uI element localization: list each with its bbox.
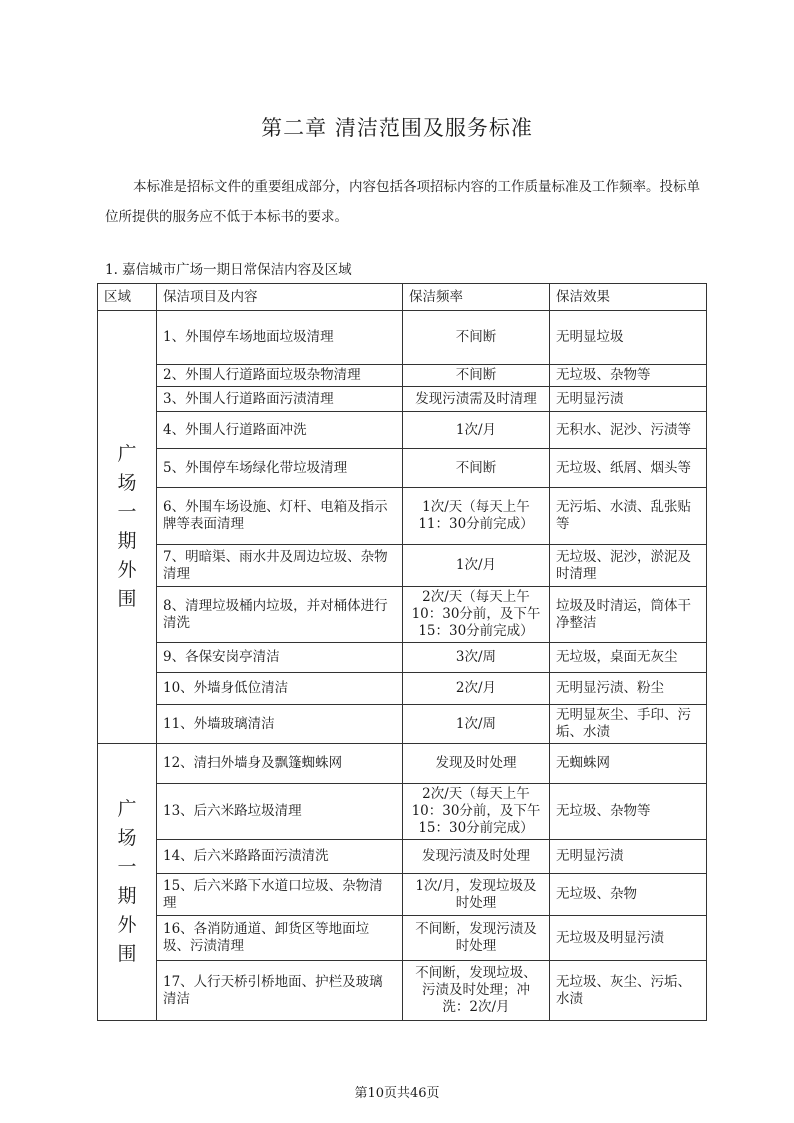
item-cell: 3、外围人行道路面污渍清理: [157, 387, 403, 412]
effect-cell: 无垃圾、杂物等: [550, 365, 707, 387]
table-row: [98, 916, 707, 961]
table-row: [98, 784, 707, 840]
region-char: 广: [117, 798, 137, 820]
item-cell: 14、后六米路路面污渍清洗: [157, 840, 403, 874]
table-row: [98, 545, 707, 587]
frequency-cell: 3次/周: [403, 643, 550, 673]
region-char: 场: [117, 827, 137, 849]
effect-cell: 无垃圾，桌面无灰尘: [550, 643, 707, 673]
effect-cell: 无垃圾、灰尘、污垢、水渍: [550, 961, 707, 1021]
region-char: 围: [117, 588, 137, 610]
table-row: [98, 643, 707, 673]
table-body: [98, 311, 707, 1021]
header-effect: 保洁效果: [550, 284, 707, 311]
header-frequency: 保洁频率: [403, 284, 550, 311]
effect-cell: 无蜘蛛网: [550, 744, 707, 784]
item-cell: 1、外围停车场地面垃圾清理: [157, 311, 403, 365]
table-row: [98, 449, 707, 488]
effect-cell: 无积水、泥沙、污渍等: [550, 412, 707, 449]
item-cell: 11、外墙玻璃清洁: [157, 705, 403, 744]
frequency-cell: 不间断: [403, 449, 550, 488]
effect-cell: 无垃圾、杂物: [550, 874, 707, 916]
section-title: 1. 嘉信城市广场一期日常保洁内容及区域: [105, 262, 352, 278]
table-row: [98, 840, 707, 874]
region-char: 外: [117, 914, 137, 936]
intro-paragraph: 本标准是招标文件的重要组成部分，内容包括各项招标内容的工作质量标准及工作频率。投标单位所提供的服务应不低于本标书的要求。: [105, 179, 700, 225]
item-cell: 16、各消防通道、卸货区等地面垃圾、污渍清理: [157, 916, 403, 961]
item-cell: 2、外围人行道路面垃圾杂物清理: [157, 365, 403, 387]
table-row: [98, 412, 707, 449]
item-cell: 5、外围停车场绿化带垃圾清理: [157, 449, 403, 488]
region-char: 一: [117, 856, 137, 878]
table-row: [98, 874, 707, 916]
item-cell: 10、外墙身低位清洁: [157, 673, 403, 705]
table-row: [98, 365, 707, 387]
region-char: 围: [117, 943, 137, 965]
table-row: [98, 488, 707, 545]
effect-cell: 垃圾及时清运，筒体干净整洁: [550, 587, 707, 643]
region-char: 期: [117, 530, 137, 552]
chapter-title: 第二章 清洁范围及服务标准: [261, 116, 533, 140]
frequency-cell: 不间断: [403, 311, 550, 365]
region-char: 场: [117, 472, 137, 494]
frequency-cell: 不间断: [403, 365, 550, 387]
region-char: 外: [117, 559, 137, 581]
effect-cell: 无明显灰尘、手印、污垢、水渍: [550, 705, 707, 744]
effect-cell: 无垃圾、纸屑、烟头等: [550, 449, 707, 488]
frequency-cell: 不间断，发现垃圾、污渍及时处理；冲洗：2次/月: [403, 961, 550, 1021]
region-char: 广: [117, 443, 137, 465]
table-row: [98, 311, 707, 365]
table-row: [98, 587, 707, 643]
region-char: 期: [117, 885, 137, 907]
cleaning-standards-table: [97, 283, 707, 1021]
header-region: 区域: [98, 284, 157, 311]
table-row: [98, 744, 707, 784]
effect-cell: 无明显污渍: [550, 387, 707, 412]
effect-cell: 无明显垃圾: [550, 311, 707, 365]
effect-cell: 无污垢、水渍、乱张贴等: [550, 488, 707, 545]
item-cell: 17、人行天桥引桥地面、护栏及玻璃清洁: [157, 961, 403, 1021]
item-cell: 6、外围车场设施、灯杆、电箱及指示牌等表面清理: [157, 488, 403, 545]
frequency-cell: 发现污渍需及时清理: [403, 387, 550, 412]
frequency-cell: 2次/天（每天上午10：30分前，及下午15：30分前完成）: [403, 587, 550, 643]
effect-cell: 无明显污渍、粉尘: [550, 673, 707, 705]
frequency-cell: 1次/周: [403, 705, 550, 744]
item-cell: 4、外围人行道路面冲洗: [157, 412, 403, 449]
table-header-row: [98, 284, 707, 311]
frequency-cell: 2次/天（每天上午10：30分前，及下午15：30分前完成）: [403, 784, 550, 840]
frequency-cell: 2次/月: [403, 673, 550, 705]
frequency-cell: 1次/天（每天上午11：30分前完成）: [403, 488, 550, 545]
item-cell: 12、清扫外墙身及飘篷蜘蛛网: [157, 744, 403, 784]
effect-cell: 无垃圾、泥沙，淤泥及时清理: [550, 545, 707, 587]
item-cell: 9、各保安岗亭清洁: [157, 643, 403, 673]
effect-cell: 无明显污渍: [550, 840, 707, 874]
table-row: [98, 705, 707, 744]
frequency-cell: 发现污渍及时处理: [403, 840, 550, 874]
item-cell: 13、后六米路垃圾清理: [157, 784, 403, 840]
effect-cell: 无垃圾、杂物等: [550, 784, 707, 840]
table-row: [98, 961, 707, 1021]
item-cell: 15、后六米路下水道口垃圾、杂物清理: [157, 874, 403, 916]
frequency-cell: 不间断，发现污渍及时处理: [403, 916, 550, 961]
region-cell: [98, 311, 157, 744]
frequency-cell: 1次/月: [403, 412, 550, 449]
table-row: [98, 673, 707, 705]
table-row: [98, 387, 707, 412]
frequency-cell: 1次/月: [403, 545, 550, 587]
frequency-cell: 1次/月，发现垃圾及时处理: [403, 874, 550, 916]
effect-cell: 无垃圾及明显污渍: [550, 916, 707, 961]
region-cell: [98, 744, 157, 1021]
header-item: 保洁项目及内容: [157, 284, 403, 311]
page-footer: 第10页共46页: [354, 1086, 440, 1101]
item-cell: 8、清理垃圾桶内垃圾，并对桶体进行清洗: [157, 587, 403, 643]
item-cell: 7、明暗渠、雨水井及周边垃圾、杂物清理: [157, 545, 403, 587]
frequency-cell: 发现及时处理: [403, 744, 550, 784]
region-char: 一: [117, 501, 137, 523]
